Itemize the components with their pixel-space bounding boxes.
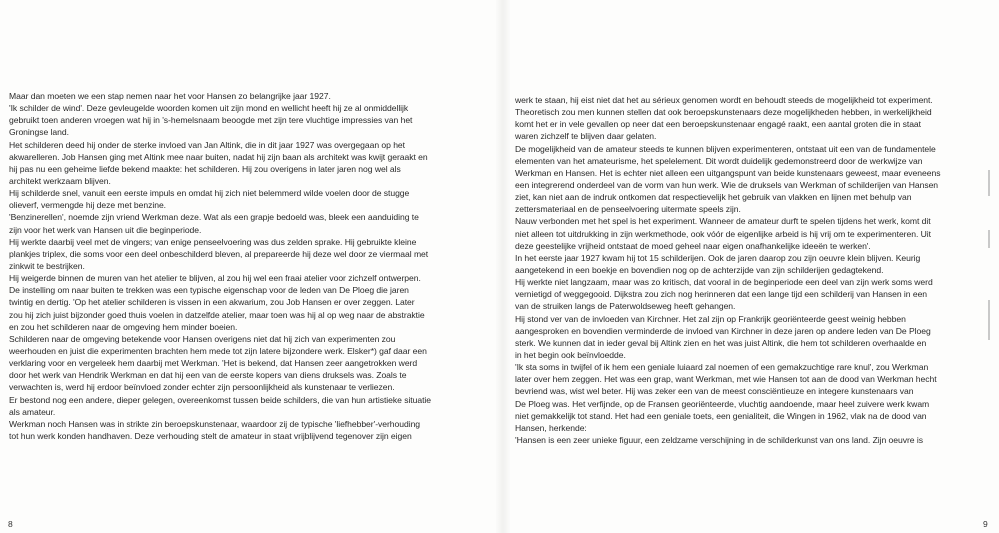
text-line: Het schilderen deed hij onder de sterke invloed van Jan Altink, die in dit jaar 1927 was overgegaan op het: [9, 139, 406, 150]
text-line: 'Ik schilder de wind'. Deze gevleugelde woorden komen uit zijn mond en wellicht heeft hij ze al onmiddellijk: [9, 103, 409, 114]
text-line: Hij werkte daarbij veel met de vingers; van enige penseelvoering was dus zelden sprake. Hij gebruikte kleine: [9, 236, 417, 247]
text-line: Schilderen naar de omgeving betekende voor Hansen overigens niet dat hij zich van experimenten zou: [9, 333, 396, 344]
text-line: zettersmateriaal en de penseelvoering uitermate speels zijn.: [515, 204, 741, 215]
text-line: aangetekend in een boekje en bovendien nog op de achterzijde van zijn schilderijen gedagtekend.: [515, 264, 884, 275]
text-line: architekt werkzaam blijven.: [9, 175, 111, 186]
text-line: 'Benzinerellen', noemde zijn vriend Werkman deze. Wat als een grapje bedoeld was, bleek een aanduiding te: [9, 212, 419, 223]
text-line: De instelling om naar buiten te trekken was een typische eigenschap voor de leden van De Ploeg die jaren: [9, 285, 409, 296]
text-line: waren zichzelf te blijven daar gelaten.: [515, 131, 657, 142]
text-line: Hansen, herkende:: [515, 422, 587, 433]
text-line: verwachten is, werd hij erdoor beïnvloed zonder echter zijn persoonlijkheid als kunstenaar te verliezen.: [9, 382, 395, 393]
right-page-number: 9: [983, 519, 988, 529]
text-line: vernietigd of weggegooid. Dijkstra zou zich nog herinneren dat een lange tijd een schilderij van Hansen in een: [515, 289, 928, 300]
book-gutter: [496, 0, 510, 533]
text-line: aangesproken en bovendien verminderde de invloed van Kirchner in deze jaren op andere leden van De Ploeg: [515, 325, 931, 336]
text-line: ziet, kan niet aan de indruk ontkomen dat respectievelijk het gebruik van vlakken en lijnen met behulp van: [515, 192, 912, 203]
text-line: hij pas nu een geheime liefde bekend maakte: het schilderen. Hij zou overigens in later jaren nog wel als: [9, 163, 401, 174]
text-line: Hij stond ver van de invloeden van Kirchner. Het zal zijn op Frankrijk georiënteerde geest weinig hebben: [515, 313, 906, 324]
text-line: als amateur.: [9, 406, 56, 417]
text-line: Theoretisch zou men kunnen stellen dat ook beroepskunstenaars deze mogelijkheden hebben, in werkelijkheid: [515, 107, 932, 118]
text-line: De mogelijkheid van de amateur steeds te kunnen blijven experimenteren, ontstaat uit een van de fundamentele: [515, 143, 936, 154]
left-page-text: [9, 90, 431, 442]
text-line: Maar dan moeten we een stap nemen naar het voor Hansen zo belangrijke jaar 1927.: [9, 91, 331, 101]
text-line: 'Ik sta soms in twijfel of ik hem een geniale luiaard zal noemen of een gemakzuchtige rare knul', zou Werkman: [515, 362, 929, 373]
text-line: deze geestelijke vrijheid ontstaat de moed geheel naar eigen onafhankelijke ideeën te werken'.: [515, 240, 871, 251]
text-line: en zou het schilderen naar de omgeving hem minder boeien.: [9, 321, 238, 332]
text-line: weerhouden en juist die experimenten brachten hem mede tot zijn latere bijzondere werk. Elsker*) gaf daar een: [9, 345, 427, 356]
left-page-number: 8: [8, 519, 13, 529]
right-page: [510, 0, 999, 533]
text-line: niet gemakkelijk tot stand. Het had een geniale toets, een genialiteit, die Wingen in 1962, vlak na de dood van: [515, 410, 927, 421]
text-line: twintig en dertig. 'Op het atelier schilderen is vissen in een akwarium, zou Job Hansen er over zeggen. Later: [9, 297, 415, 308]
text-line: een integrerend onderdeel van de vorm van hun werk. Wie de druksels van Werkman of schilderijen van Hansen: [515, 179, 939, 190]
text-line: Werkman en Hansen. Het is echter niet alleen een uitgangspunt van beide kunstenaars geweest, maar eveneens: [515, 167, 941, 178]
text-line: bevriend was, wist wel beter. Hij was zeker een van de meest consciëntieuze en integere kunstenaars van: [515, 386, 914, 397]
text-line: gebruikt toen anderen vroegen wat hij in 's-hemelsnaam beoogde met zijn tere vluchtige impressies van het: [9, 115, 413, 126]
text-line: komt het er in vele gevallen op neer dat een beroepskunstenaar engagé raakt, een aantal groten die in staat: [515, 119, 922, 130]
text-line: Groningse land.: [9, 127, 69, 138]
text-line: Hij schilderde snel, vanuit een eerste impuls en omdat hij zich niet belemmerd wilde voelen door de stugge: [9, 188, 410, 199]
text-line: In het eerste jaar 1927 kwam hij tot 15 schilderijen. Ook de jaren daarop zou zijn oeuvre klein blijven. Keurig: [515, 252, 921, 263]
text-line: tot hun werk konden handhaven. Deze verhouding stelt de amateur in staat vrijblijvend tegenover zijn eigen: [9, 430, 412, 441]
text-line: olieverf, vermengde hij deze met benzine.: [9, 200, 167, 211]
text-line: in het begin ook beïnvloedde.: [515, 349, 626, 360]
text-line: De Ploeg was. Het verfijnde, op de Fransen georiënteerde, vluchtig aandoende, maar heel zuivere werk kwam: [515, 398, 930, 409]
text-line: zinkwit te bestrijken.: [9, 260, 85, 271]
text-line: elementen van het amateurisme, het spelelement. Dit wordt duidelijk gedemonstreerd door de werkwijze van: [515, 155, 923, 166]
text-line: later over hem zeggen. Het was een grap, want Werkman, met wie Hansen tot aan de dood van Werkman hecht: [515, 374, 937, 385]
text-line: Hij werkte niet langzaam, maar was zo kritisch, dat vooral in de beginperiode een deel van zijn werk soms werd: [515, 277, 933, 288]
text-line: Werkman noch Hansen was in strikte zin beroepskunstenaar, waardoor zij de typische 'liefhebber'-verhouding: [9, 418, 421, 429]
text-line: van de struiken langs de Paterwoldseweg heeft gehangen.: [515, 301, 736, 312]
text-line: zijn voor het werk van Hansen uit die beginperiode.: [9, 224, 202, 235]
text-line: sterk. We kunnen dat in ieder geval bij Altink zien en het was juist Altink, die hem tot schilderen overhaalde en: [515, 337, 927, 348]
text-line: zou hij zich juist bijzonder goed thuis voelen in datzelfde atelier, maar toen was hij al op weg naar de abstraktie: [9, 309, 425, 320]
text-line: Hij weigerde binnen de muren van het atelier te blijven, al zou hij wel een fraai atelier voor zichzelf ontwerpen.: [9, 273, 421, 284]
text-line: Nauw verbonden met het spel is het experiment. Wanneer de amateur durft te spelen tijdens het werk, komt dit: [515, 216, 931, 227]
right-page-text: [515, 94, 940, 446]
text-line: 'Hansen is een zeer unieke figuur, een zeldzame verschijning in de schilderkunst van ons land. Zijn oeuvre is: [515, 434, 923, 445]
page-edge-marks: [988, 170, 992, 370]
text-line: niet alleen tot uitdrukking in zijn werkmethode, ook vóór de eigenlijke arbeid is hij vrij om te experimenteren. Uit: [515, 228, 931, 239]
text-line: Er bestond nog een andere, dieper gelegen, overeenkomst tussen beide schilders, die van hun artistieke situatie: [9, 394, 432, 405]
left-page: [0, 0, 496, 533]
text-line: door het werk van Hendrik Werkman en dat hij een van de eerste kopers van diens druksels was. Zoals te: [9, 370, 407, 381]
text-line: werk te staan, hij eist niet dat het au sérieux genomen wordt en behoudt steeds de mogelijkheid tot experiment.: [515, 95, 933, 105]
text-line: plankjes triplex, die soms voor een deel onbeschilderd bleven, al prepareerde hij deze wel door ze viermaal met: [9, 248, 429, 259]
text-line: verklaring voor en vergeleek hem daarbij met Werkman. 'Het is bekend, dat Hansen zeer aangetrokken werd: [9, 358, 418, 369]
text-line: akwarelleren. Job Hansen ging met Altink mee naar buiten, nadat hij zijn baan als architekt was kwijt geraakt en: [9, 151, 428, 162]
